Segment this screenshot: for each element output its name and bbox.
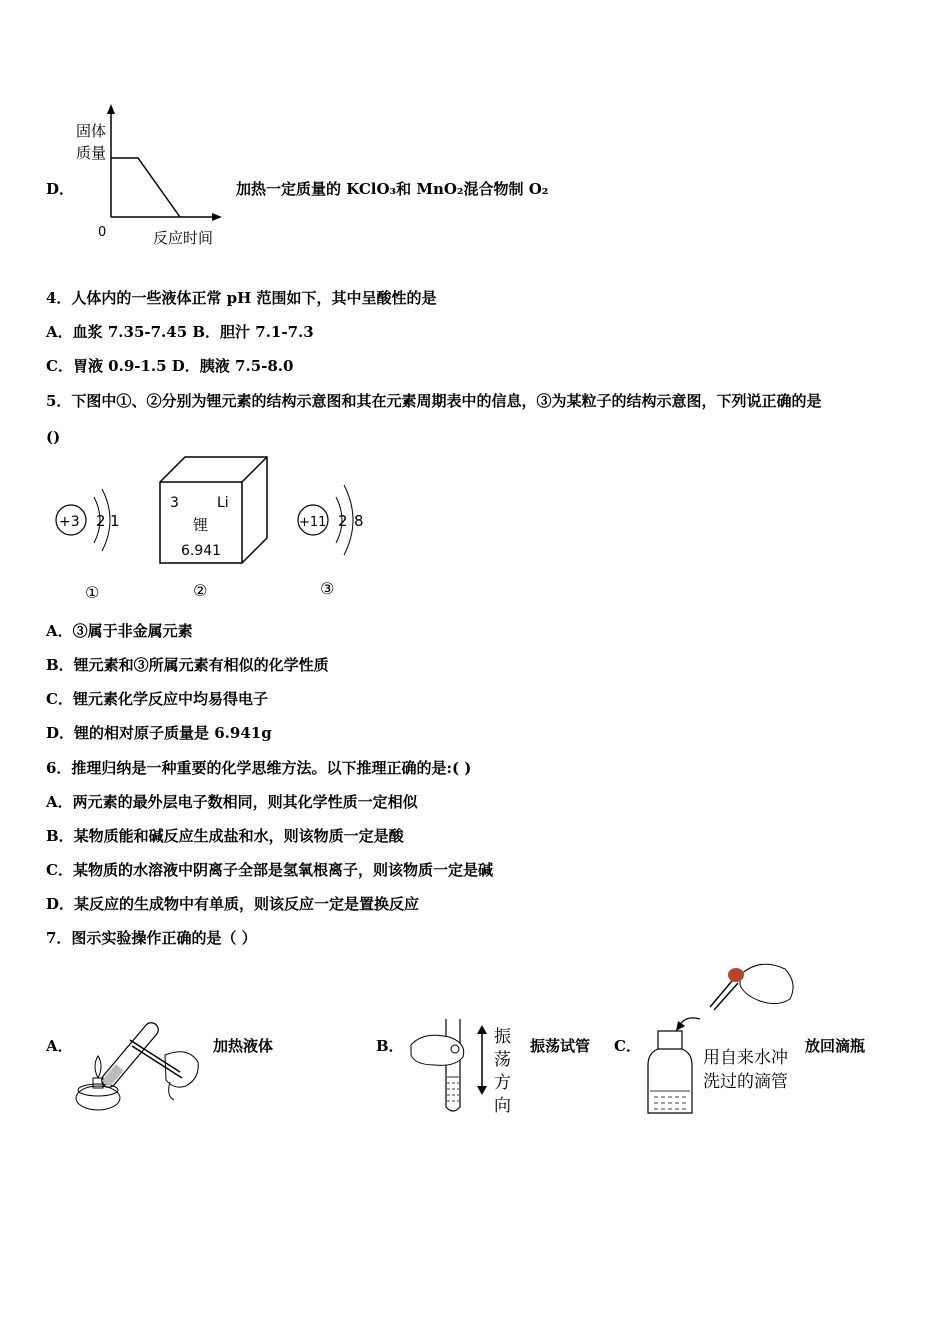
q5-option-b: B．锂元素和③所属元素有相似的化学性质 bbox=[46, 656, 329, 674]
shaking-test-tube-illustration bbox=[405, 1015, 485, 1117]
q3-option-d-text: 加热一定质量的 KClO₃和 MnO₂混合物制 O₂ bbox=[236, 180, 549, 198]
q7-option-c-text: 放回滴瓶 bbox=[805, 1037, 866, 1055]
ion-shell1-electrons: 2 bbox=[338, 512, 348, 530]
q6-option-a: A．两元素的最外层电子数相同，则其化学性质一定相似 bbox=[46, 793, 418, 811]
q7-option-b-label: B． bbox=[376, 1037, 404, 1055]
dropper-bottle-illustration bbox=[640, 955, 800, 1120]
fig3-label: ③ bbox=[320, 579, 335, 598]
li-atomic-number: 3 bbox=[170, 495, 179, 511]
q7-option-b-text: 振荡试管 bbox=[530, 1037, 591, 1055]
graph-mass-line bbox=[111, 158, 180, 217]
li-symbol: Li bbox=[217, 495, 229, 511]
li-atom-structure-diagram bbox=[50, 475, 140, 575]
q7-stem: 7．图示实验操作正确的是（ ） bbox=[46, 929, 257, 947]
li-shell2-electrons: 1 bbox=[110, 512, 120, 530]
heating-liquid-illustration bbox=[70, 1000, 205, 1115]
dropper-bottle-neck bbox=[658, 1031, 682, 1049]
graph-x-arrow bbox=[212, 213, 222, 221]
q7-option-a-label: A． bbox=[46, 1037, 73, 1055]
q5-option-a: A．③属于非金属元素 bbox=[46, 622, 193, 640]
graph-origin: 0 bbox=[98, 225, 107, 240]
q7-option-a-text: 加热液体 bbox=[213, 1037, 274, 1055]
q7-option-c-label: C． bbox=[614, 1037, 641, 1055]
q4-options-line1: A．血浆 7.35-7.45 B．胆汁 7.1-7.3 bbox=[46, 323, 314, 341]
li-atomic-mass: 6.941 bbox=[181, 543, 222, 559]
dropper-note bbox=[703, 1046, 788, 1094]
dropper-note-line2: 洗过的滴管 bbox=[703, 1072, 788, 1092]
ion-nucleus-charge: +11 bbox=[299, 515, 327, 530]
q5-option-c: C．锂元素化学反应中均易得电子 bbox=[46, 690, 268, 708]
alcohol-lamp-body bbox=[76, 1086, 120, 1110]
graph-y-label-line1: 固体 bbox=[76, 122, 107, 140]
shake-direction-arrow bbox=[475, 1025, 489, 1095]
flame-icon bbox=[95, 1056, 101, 1078]
dropper-bottle-body bbox=[648, 1049, 692, 1113]
q6-option-b: B．某物质能和碱反应生成盐和水，则该物质一定是酸 bbox=[46, 827, 404, 845]
shake-char-3: 方 bbox=[494, 1073, 511, 1093]
shake-char-4: 向 bbox=[494, 1096, 511, 1116]
fig2-label: ② bbox=[193, 581, 208, 600]
q4-stem: 4．人体内的一些液体正常 pH 范围如下，其中呈酸性的是 bbox=[46, 289, 437, 307]
fig1-label: ① bbox=[85, 583, 100, 602]
li-shell1-electrons: 2 bbox=[96, 512, 106, 530]
graph-y-arrow bbox=[107, 104, 115, 114]
ion-structure-diagram bbox=[292, 475, 382, 575]
q4-options-line2: C．胃液 0.9-1.5 D．胰液 7.5-8.0 bbox=[46, 357, 294, 375]
graph-y-label-line2: 质量 bbox=[76, 144, 107, 162]
q6-stem: 6．推理归纳是一种重要的化学思维方法。以下推理正确的是:( ) bbox=[46, 759, 472, 777]
q6-option-d: D．某反应的生成物中有单质，则该反应一定是置换反应 bbox=[46, 895, 420, 913]
li-nucleus-charge: +3 bbox=[59, 514, 80, 530]
thumb-hand-icon bbox=[411, 1035, 464, 1065]
q5-option-d: D．锂的相对原子质量是 6.941g bbox=[46, 724, 272, 742]
mass-time-graph bbox=[70, 100, 230, 250]
q5-paren: () bbox=[46, 428, 61, 446]
dropper-bulb bbox=[728, 968, 744, 982]
shake-char-2: 荡 bbox=[494, 1050, 511, 1070]
dropper-note-line1: 用自来水冲 bbox=[703, 1048, 788, 1068]
test-tube-holder bbox=[130, 1040, 180, 1072]
ion-shell2-electrons: 8 bbox=[354, 512, 364, 530]
q6-option-c: C．某物质的水溶液中阴离子全部是氢氧根离子，则该物质一定是碱 bbox=[46, 861, 493, 879]
shake-char-1: 振 bbox=[494, 1027, 511, 1047]
hand-c-icon bbox=[740, 964, 793, 1003]
li-name: 锂 bbox=[193, 516, 209, 534]
graph-x-label: 反应时间 bbox=[153, 229, 214, 247]
shake-direction-text bbox=[494, 1026, 514, 1118]
li-periodic-cell bbox=[155, 455, 275, 570]
q3-option-d-label: D． bbox=[46, 180, 75, 198]
q5-stem: 5．下图中①、②分别为锂元素的结构示意图和其在元素周期表中的信息，③为某粒子的结构示意图，下列说正确的是 bbox=[46, 392, 822, 410]
